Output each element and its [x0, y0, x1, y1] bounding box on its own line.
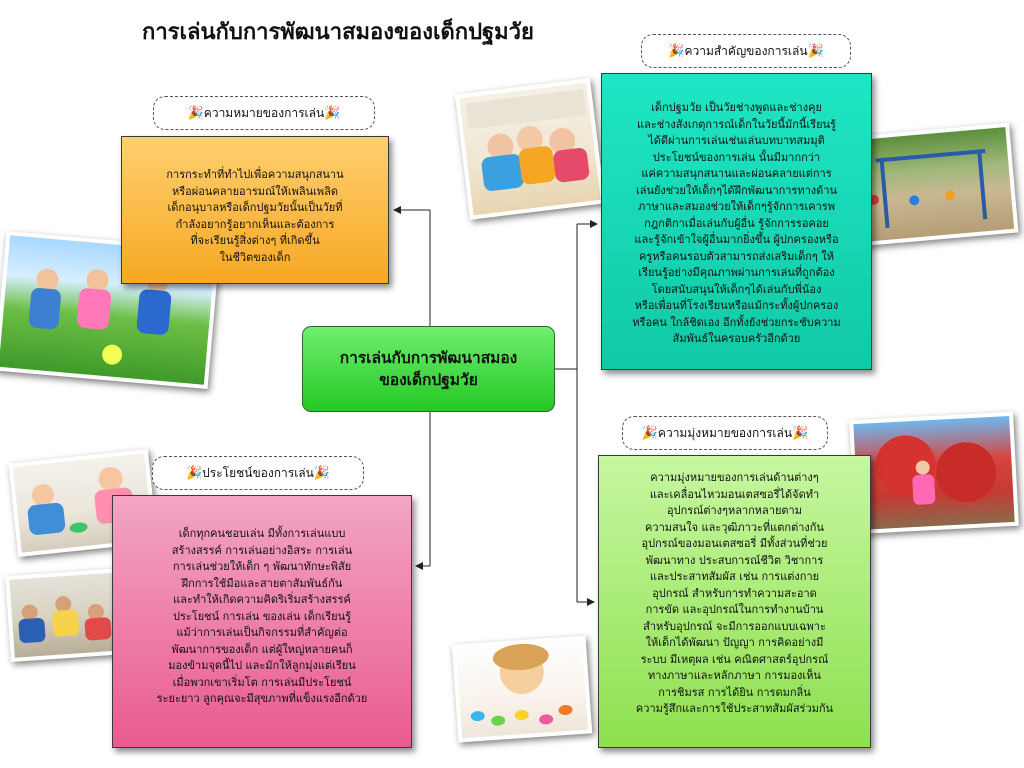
label-goal	[622, 416, 828, 450]
benefit-line: ระยะยาว ลูกคุณจะมีสุขภาพที่แข็งแรงอีกด้วย	[156, 692, 368, 705]
label-goal-text: ความมุ่งหมายของการเล่น	[657, 425, 793, 440]
goal-line: ความมุ่งหมายของการเล่นด้านต่างๆ	[650, 471, 819, 484]
goal-line: ทางภาษาและหลักภาษา การมองเห็น	[648, 669, 821, 682]
goal-line: อุปกรณ์ สำหรับการทำความสะอาด	[652, 586, 817, 600]
importance-line: ประโยชน์ของการเล่น นั้นมีมากกว่า	[652, 150, 821, 164]
importance-line: เรียนรู้อย่างมีคุณภาพผ่านการเล่นที่ถูกต้อง	[638, 266, 835, 279]
meaning-line: เด็กอนุบาลหรือเด็กปฐมวัยนั้นเป็นวัยที่	[167, 201, 343, 214]
importance-line: ได้ดีผ่านการเล่นเช่นเล่นบทบาทสมมุติ	[648, 134, 825, 147]
importance-line: และช่างสังเกตุการณ์เด็กในวัยนี้มักนี้เรียนรู้	[637, 117, 836, 131]
meaning-line: ในชีวิตของเด็ก	[219, 250, 291, 264]
goal-line: อุปกรณ์ของมอนเตสซอรี่ มีทั้งส่วนที่ช่วย	[641, 537, 828, 550]
importance-line: โดยสนับสนุนให้เด็กๆได้เล่นกับพี่น้อง	[651, 282, 822, 296]
goal-line: สำหรับอุปกรณ์ จะมีการออกแบบเฉพาะ	[643, 619, 826, 633]
importance-line: ภาษาและสมองช่วยให้เด็กๆรู้จักการเคารพ	[638, 200, 835, 213]
goal-box	[598, 455, 871, 748]
importance-box	[601, 73, 872, 370]
label-meaning-text: ความหมายของการเล่น	[203, 105, 325, 120]
goal-line: อุปกรณ์ต่างๆหลากหลายตาม	[667, 504, 802, 517]
importance-line: หรือคน ใกล้ชิดเอง อีกทั้งยังช่วยกระชับความ	[632, 315, 841, 329]
party-popper-icon: 🎉	[313, 465, 331, 481]
meaning-box	[121, 136, 389, 284]
party-popper-icon: 🎉	[807, 43, 824, 59]
importance-line: ครูหรือคนรอบตัวสามารถส่งเสริมเด็กๆ ให้	[639, 249, 834, 263]
goal-line: พัฒนาทาง ประสบการณ์ชีวิต วิชาการ	[645, 553, 824, 567]
goal-line: ระบบ มีเหตุผล เช่น คณิตศาสตร์อุปกรณ์	[640, 652, 829, 666]
importance-line: สัมพันธ์ในครอบครัวอีกด้วย	[672, 332, 801, 345]
importance-line: หรือเพื่อนที่โรงเรียนหรือแม้กระทั้งผู้ปกครอง	[634, 299, 839, 312]
benefit-line: สร้างสรรค์ การเล่นอย่างอิสระ การเล่น	[171, 543, 353, 557]
meaning-line: หรือผ่อนคลายอารมณ์ให้เพลินเพลิด	[172, 184, 338, 198]
photo-kids-on-floor	[5, 568, 129, 662]
meaning-line: กำลังอยากรู้อยากเห็นและต้องการ	[175, 217, 335, 231]
importance-line: แค่ความสนุกสนานและผ่อนคลายแต่การ	[641, 167, 832, 180]
importance-line: กฎกติกาเมื่อเล่นกับผู้อื่น รู้จักการรอคอย	[644, 216, 829, 230]
label-importance-text: ความสำคัญของการเล่น	[684, 43, 808, 58]
importance-line: และรู้จักเข้าใจผู้อื่นมากยิ่งขึ้น ผู้ปกครองหรือ	[634, 233, 839, 246]
label-importance	[641, 34, 851, 68]
importance-line: เล่นยังช่วยให้เด็กๆได้ฝึกพัฒนาการทางด้าน	[635, 183, 838, 197]
label-meaning	[153, 96, 375, 130]
center-topic-line: ของเด็กปฐมวัย	[379, 371, 478, 389]
benefit-line: เมื่อพวกเขาเริ่มโต การเล่นมีประโยชน์	[172, 675, 352, 689]
goal-line: การชิมรส การได้ยิน การดมกลิ่น	[658, 685, 811, 699]
benefit-line: พัฒนาการของเด็ก แต่ผู้ใหญ่หลายคนก็	[171, 642, 353, 656]
goal-line: ให้เด็กได้พัฒนา ปัญญา การคิดอย่างมี	[645, 636, 824, 649]
benefit-line: และทำให้เกิดความคิดริเริ่มสร้างสรรค์	[173, 593, 351, 606]
meaning-line: การกระทำที่ทำไปเพื่อความสนุกสนาน	[166, 168, 344, 181]
photo-playground-slide	[849, 412, 1019, 534]
benefit-line: มองข้ามจุดนี้ไป และมักให้ลูกมุ่งแต่เรียน	[168, 659, 356, 672]
benefit-line: ฝึกการใช้มือและสายตาสัมพันธ์กัน	[181, 576, 343, 590]
benefit-line: แม้ว่าการเล่นเป็นกิจกรรมที่สำคัญต่อ	[176, 626, 348, 639]
meaning-line: ที่จะเรียนรู้สิ่งต่างๆ ที่เกิดขึ้น	[190, 234, 320, 247]
label-benefit-text: ประโยชน์ของการเล่น	[202, 465, 314, 480]
center-topic-box	[302, 326, 555, 412]
benefit-line: ประโยชน์ การเล่น ของเล่น เด็กเรียนรู้	[172, 609, 351, 623]
party-popper-icon: 🎉	[324, 105, 341, 121]
benefit-box	[112, 495, 412, 748]
photo-girl-playdough	[452, 635, 593, 742]
label-benefit	[152, 456, 364, 490]
party-popper-icon: 🎉	[187, 105, 204, 121]
party-popper-icon: 🎉	[668, 43, 685, 59]
benefit-line: การเล่นช่วยให้เด็ก ๆ พัฒนาทักษะพิสัย	[172, 560, 352, 573]
page-title: การเล่นกับการพัฒนาสมองของเด็กปฐมวัย	[142, 20, 534, 45]
goal-line: และประสาทสัมผัส เช่น การแต่งกาย	[649, 570, 820, 583]
goal-line: ความรู้สึกและการใช้ประสาทสัมผัสร่วมกัน	[635, 702, 834, 715]
party-popper-icon: 🎉	[792, 425, 809, 441]
party-popper-icon: 🎉	[185, 465, 203, 481]
goal-line: การขัด และอุปกรณ์ในการทำงานบ้าน	[645, 603, 824, 616]
benefit-line: เด็กทุกคนชอบเล่น มีทั้งการเล่นแบบ	[178, 527, 346, 540]
center-topic-line: การเล่นกับการพัฒนาสมอง	[339, 349, 518, 367]
party-popper-icon: 🎉	[641, 425, 658, 441]
goal-line: และเคลื่อนไหวมอนเตสซอรี่ได้จัดทำ	[649, 487, 820, 501]
importance-line: เด็กปฐมวัย เป็นวัยช่างพูดและช่างคุย	[651, 101, 822, 114]
goal-line: ความสนใจ และวุฒิภาวะที่แตกต่างกัน	[645, 520, 824, 534]
photo-kids-art-class	[455, 78, 605, 220]
